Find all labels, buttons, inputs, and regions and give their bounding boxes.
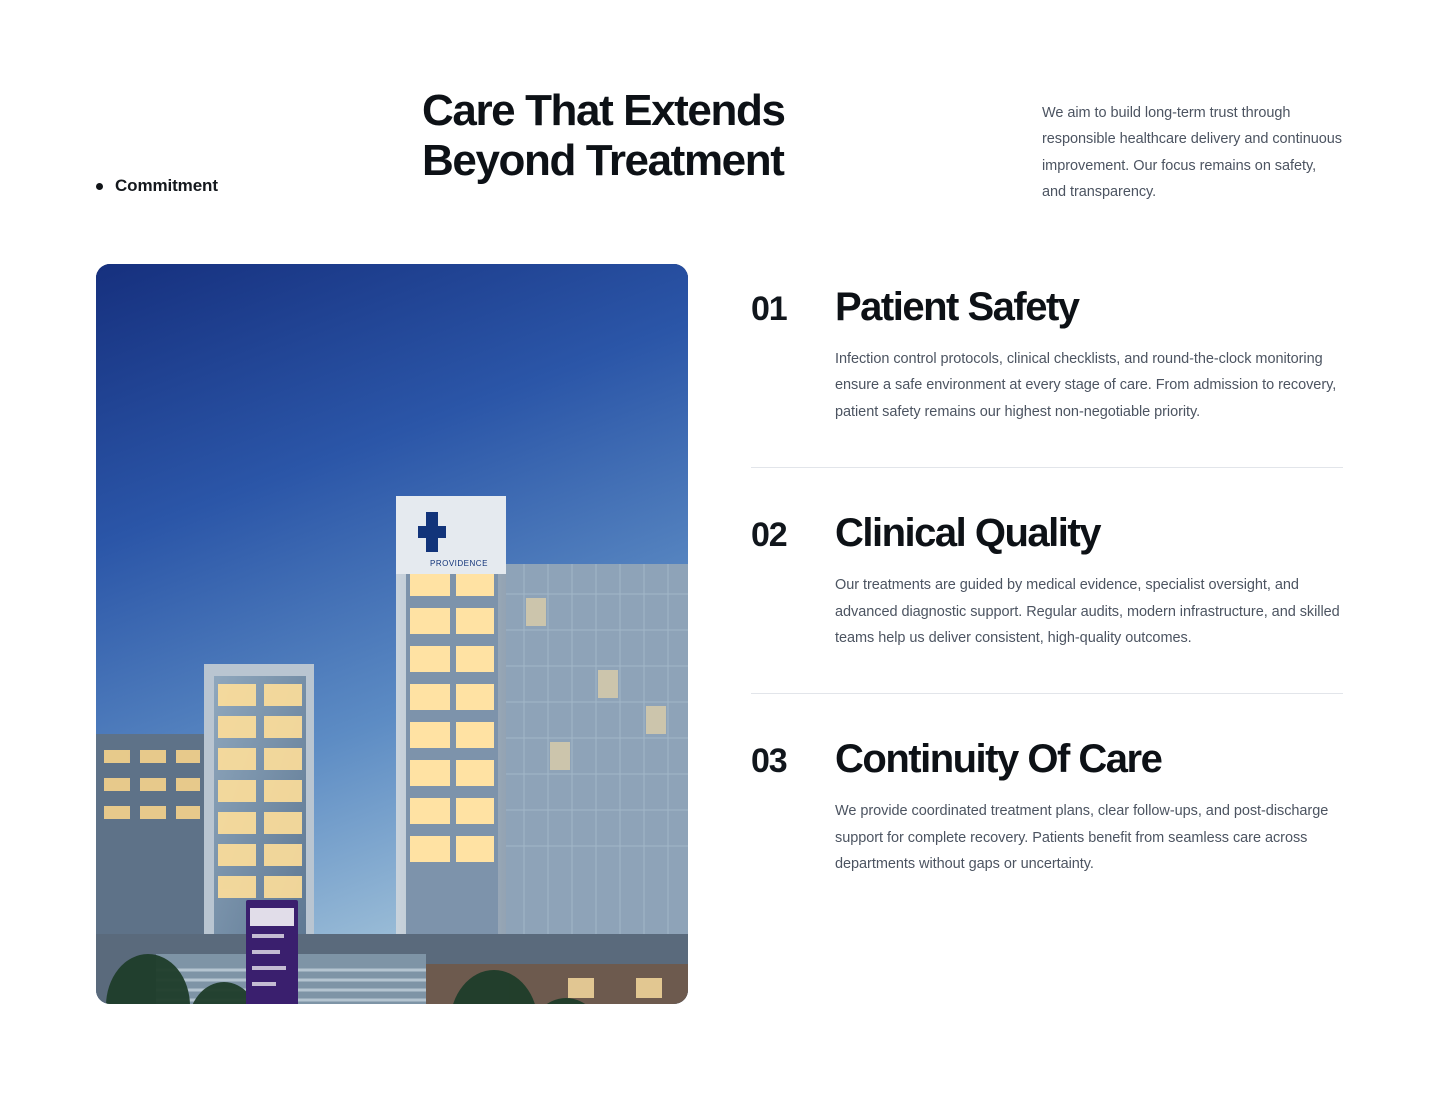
list-item — [751, 286, 1347, 425]
item-number: 02 — [751, 516, 787, 555]
list-item — [751, 738, 1347, 877]
svg-text:PROVIDENCE: PROVIDENCE — [430, 559, 488, 568]
item-title: Continuity Of Care — [835, 737, 1162, 782]
page-header — [96, 86, 1344, 206]
item-number: 03 — [751, 742, 787, 781]
item-heading — [751, 286, 1347, 329]
spacer — [751, 468, 1347, 512]
item-title: Clinical Quality — [835, 511, 1100, 556]
list-item — [751, 512, 1347, 651]
bullet-dot-icon — [96, 183, 103, 190]
item-title: Patient Safety — [835, 285, 1079, 329]
content-area — [96, 264, 1344, 1004]
commitment-list — [751, 264, 1347, 1004]
hospital-building-illustration — [96, 264, 688, 1004]
item-description: Our treatments are guided by medical evidence, specialist oversight, and advanced diagnostic support. Regular audits, modern infrastructure, and skilled teams help us deliver consistent, high-quality outcomes. — [835, 577, 1340, 646]
spacer — [751, 694, 1347, 738]
item-description: We provide coordinated treatment plans, clear follow-ups, and post-discharge support for complete recovery. Patients benefit from seamless care across departments without gaps or uncertainty. — [835, 803, 1329, 872]
intro-paragraph: We aim to build long-term trust through responsible healthcare delivery and continuous improvement. Our focus remains on safety, and transparency. — [1042, 105, 1342, 201]
item-heading — [751, 738, 1347, 781]
item-number: 01 — [751, 290, 787, 328]
eyebrow-label: Commitment — [115, 176, 218, 195]
page-title: Care That Extends Beyond Treatment — [422, 86, 785, 185]
hospital-building-image — [96, 264, 688, 1004]
directory-sign — [246, 900, 298, 1004]
eyebrow — [96, 86, 422, 196]
item-heading — [751, 512, 1347, 555]
item-description: Infection control protocols, clinical checklists, and round-the-clock monitoring ensure a safe environment at every stage of care. From admission to recovery, patient safety remains our highest non-negotiable priority. — [835, 351, 1337, 420]
